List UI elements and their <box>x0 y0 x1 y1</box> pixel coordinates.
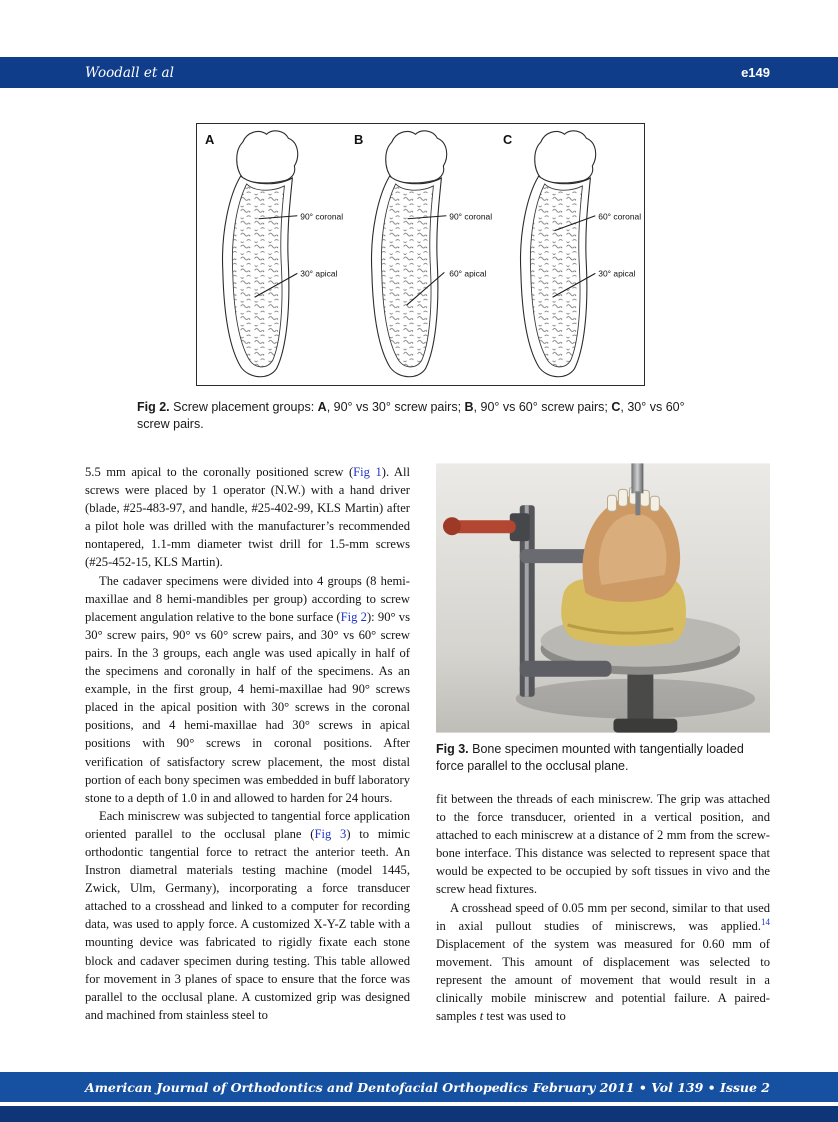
text-run: The cadaver specimens were divided into 4 groups (8 hemi-maxillae and 8 hemi-mandibles per group) according to screw placement angulation relative to the bone surface ( <box>85 573 410 624</box>
text-run: Bone specimen mounted with tangentially loaded force parallel to the occlusal plane. <box>436 742 744 773</box>
apical-angle-label: 30° apical <box>598 268 636 279</box>
text-run: , 90° vs 30° screw pairs; <box>326 400 465 414</box>
page-header-band <box>0 57 838 88</box>
panel-label: C <box>502 132 513 148</box>
figure-reference-link[interactable]: Fig 1 <box>353 465 382 479</box>
text-run: A crosshead speed of 0.05 mm per second, similar to that used in axial pullout studies of miniscrews, was applied. <box>436 900 770 933</box>
apical-angle-label: 60° apical <box>449 268 487 279</box>
figure-2-caption <box>137 399 703 433</box>
figure-3-caption <box>436 741 770 775</box>
text-run: Each miniscrew was subjected to tangential force application oriented parallel to the occlusal plane ( <box>85 808 410 841</box>
tooth-crown <box>386 131 447 183</box>
figure-reference-link[interactable]: Fig 3 <box>314 826 347 841</box>
clamp-lower-arm <box>520 661 612 677</box>
text-run: t <box>479 1009 484 1024</box>
tooth-diagram-panel-b <box>346 124 495 385</box>
text-run: Displacement of the system was measured for 0.60 mm of movement. This amount of displacement was selected to represent the amount of movement that would result in a clinically mobile miniscrew and potential failure. A paired-samples <box>436 936 770 1024</box>
loading-tip <box>635 491 640 515</box>
tooth-diagram-panel-a <box>197 124 346 385</box>
body-paragraph <box>436 899 770 1026</box>
text-run: Fig 2. <box>137 400 170 414</box>
text-run: ): 90° vs 30° screw pairs, 90° vs 60° screw pairs, and 30° vs 60° screw pairs. In the 3 groups, each angle was used apically in half of the specimens and coronally in half of the specimens. As an example, in the first group, 4 hemi-maxillae had 90° screws placed in the apical position with 30° screws in the coronal positions, and 4 hemi-maxillae had 30° screws in apical positions with 90° screws in coronal positions. After verification of satisfactory screw placement, the most distal portion of each bony specimen was embedded in buff laboratory stone to a depth of 1.0 in and allowed to harden for 24 hours. <box>85 609 411 805</box>
coronal-angle-label: 90° coronal <box>449 211 493 222</box>
text-run: B <box>464 400 474 414</box>
text-run: ). All screws were placed by 1 operator (N.W.) with a hand driver (blade, #25-483-97, and handle, #25-402-99, KLS Martin) after a pilot hole was drilled with the manufacturer’s recommended nontapered, 1.1-mm diameter twist drill for 1.5-mm screws (#25-452-15, KLS Martin). <box>85 465 410 570</box>
body-paragraph <box>85 807 410 1024</box>
page-number: e149 <box>741 65 770 80</box>
footer-navy-strip <box>0 1106 838 1122</box>
left-column <box>85 463 410 1025</box>
figure-2 <box>196 123 645 386</box>
running-head: Woodall et al <box>85 64 174 81</box>
text-run: , 30° vs 60° screw pairs. <box>137 400 685 431</box>
tooth-crown <box>535 131 596 183</box>
stand-base <box>613 719 677 733</box>
panel-label: A <box>204 132 215 148</box>
right-column <box>436 463 770 1025</box>
article-body <box>85 463 770 1025</box>
apical-angle-label: 30° apical <box>300 268 338 279</box>
text-run: ) to mimic orthodontic tangential force to retract the anterior teeth. An Instron diametral materials testing machine (model 1445, Zwick, Ulm, Germany), incorporating a force transducer attached to a crosshead and linked to a computer for recording data, was used to apply force. A customized X-Y-Z table with a mounting device was fabricated to rigidly fixate each stone block and cadaver specimen during testing. This table allowed for movement in 3 planes of space to ensure that the force was parallel to the occlusal plane. A customized grip was designed and machined from stainless steel to <box>85 826 411 1022</box>
body-paragraph <box>85 463 410 572</box>
body-paragraph <box>85 572 410 807</box>
issue-info: February 2011 • Vol 139 • Issue 2 <box>532 1079 770 1095</box>
journal-name: American Journal of Orthodontics and Dentofacial Orthopedics <box>85 1079 528 1095</box>
force-transducer-rod <box>631 463 643 493</box>
coronal-angle-label: 60° coronal <box>598 211 642 222</box>
text-run: Fig 3. <box>436 742 469 756</box>
tooth-crown <box>237 131 298 183</box>
handle-knob <box>443 517 461 535</box>
text-run: test was used to <box>483 1009 566 1024</box>
coronal-angle-label: 90° coronal <box>300 211 344 222</box>
text-run: C <box>611 400 621 414</box>
body-paragraph <box>436 790 770 899</box>
text-run: Screw placement groups: <box>169 400 318 414</box>
reference-citation-link[interactable]: 14 <box>761 916 770 927</box>
tooth-diagram-panel-c <box>495 124 644 385</box>
text-run: , 90° vs 60° screw pairs; <box>473 400 612 414</box>
text-run: A <box>317 400 327 414</box>
figure-reference-link[interactable]: Fig 2 <box>340 609 367 624</box>
panel-label: B <box>353 132 364 148</box>
figure-3-photo <box>436 463 770 733</box>
text-run: fit between the threads of each miniscrew. The grip was attached to the force transducer, oriented in a vertical position, and attached to each miniscrew at a distance of 2 mm from the screw-bone interface. This distance was selected to represent space that would be expected to be occupied by soft tissues in vivo and the screw head fixtures. <box>436 792 770 897</box>
text-run: 5.5 mm apical to the coronally positioned screw ( <box>85 465 354 479</box>
footer-text-band <box>0 1072 838 1102</box>
